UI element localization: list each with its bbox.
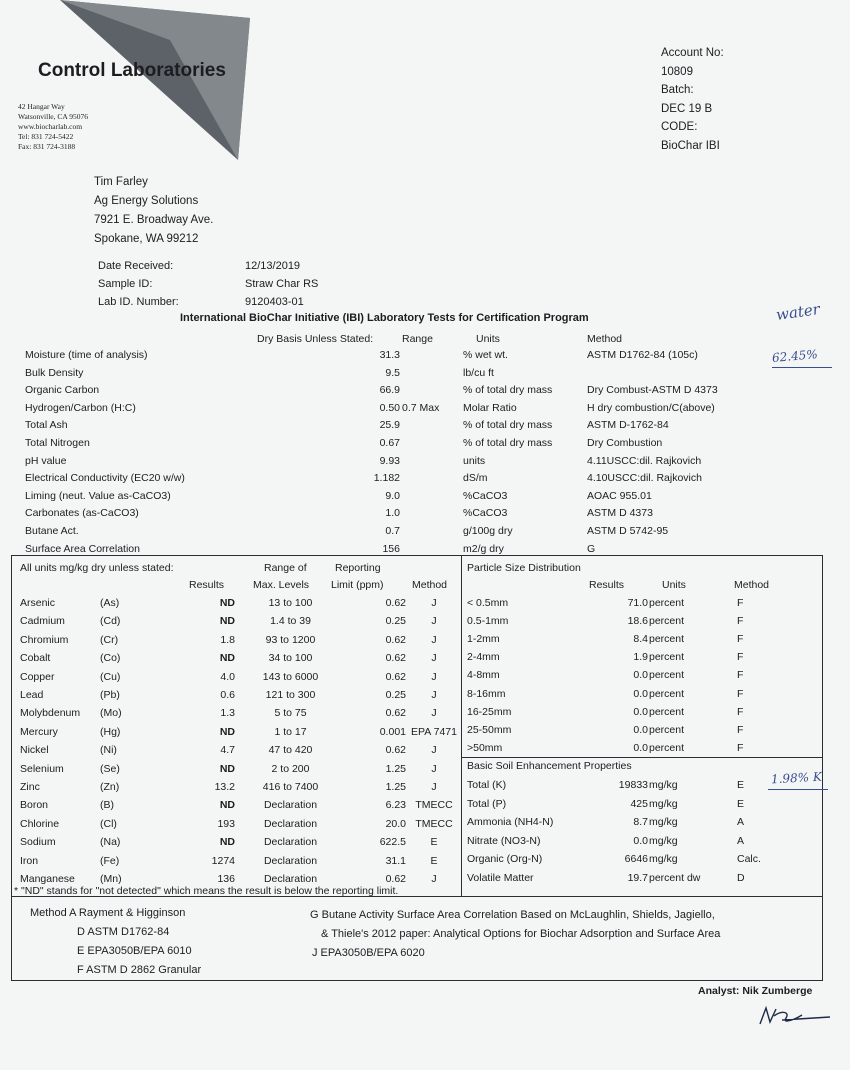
bse-unit: percent dw [649,871,701,884]
psd-row [0,669,850,687]
metal-symbol: (Cr) [100,633,119,646]
metal-result: ND [219,762,235,775]
psd-row [0,724,850,742]
metal-name: Iron [20,854,39,867]
metal-symbol: (Na) [100,836,121,849]
method-e: E EPA3050B/EPA 6010 [77,945,192,957]
psd-result: 0.0 [633,705,648,718]
report-title: International BioChar Initiative (IBI) Laboratory Tests for Certification Program [180,312,589,324]
metals-results-header: Results [189,579,225,591]
property-name: Butane Act. [25,525,79,537]
metal-range: Declaration [263,817,318,830]
metal-name: Boron [20,799,49,812]
property-row [0,402,850,420]
property-row [0,507,850,525]
metal-name: Cobalt [20,652,51,665]
bse-row [0,798,850,816]
psd-result: 0.0 [633,669,648,682]
property-unit: Molar Ratio [463,401,517,414]
metal-symbol: (As) [100,597,120,609]
psd-row [0,706,850,724]
metal-symbol: (Ni) [100,744,117,757]
property-unit: dS/m [463,472,488,485]
method-f: F ASTM D 2862 Granular [77,964,202,976]
handwritten-moisture-note: 62.45% [771,347,819,365]
metal-symbol: (Cu) [100,670,121,683]
bse-method: D [737,871,745,884]
property-method: ASTM D-1762-84 [587,419,669,432]
psd-method: F [737,633,744,646]
metal-limit: 31.1 [385,854,406,867]
bse-method: A [737,816,745,828]
handwritten-k-underline [768,789,828,790]
metal-limit: 0.62 [385,707,406,720]
bse-unit: mg/kg [649,779,678,791]
metal-symbol: (Cl) [100,817,117,830]
psd-unit: percent [649,651,685,664]
metal-name: Copper [20,670,55,683]
metals-method-header: Method [412,579,448,591]
metal-method: J [431,597,437,609]
sample-info [98,260,398,314]
code-label: CODE: [661,121,698,133]
analyst-name: Analyst: Nik Zumberge [698,985,813,997]
property-name: Total Nitrogen [25,437,90,449]
property-row [0,472,850,490]
metal-method: E [430,854,438,867]
property-row [0,490,850,508]
account-label: Account No: [661,47,724,59]
method-j: J EPA3050B/EPA 6020 [312,947,425,959]
property-name: Bulk Density [25,366,84,379]
metal-symbol: (Se) [100,762,120,775]
metal-limit: 20.0 [385,817,406,830]
psd-row [0,597,850,615]
property-method: ASTM D 5742-95 [587,525,669,537]
metal-method: J [431,744,437,757]
metal-symbol: (Cd) [100,615,121,628]
metal-name: Nickel [20,744,49,757]
metals-reporting-header1: Reporting [335,562,381,574]
property-range: 0.7 Max [402,401,440,414]
metal-name: Manganese [20,873,75,885]
metals-range-header2: Max. Levels [253,579,310,591]
metal-range: 34 to 100 [268,652,313,665]
property-method: 4.11USCC:dil. Rajkovich [587,454,702,467]
metal-method: J [431,615,437,628]
lab-name: Control Laboratories [38,60,226,81]
property-unit: % of total dry mass [463,437,553,449]
psd-size: 25-50mm [467,723,512,736]
bse-unit: mg/kg [649,853,678,865]
metal-result: 1.8 [220,633,235,646]
psd-method: F [737,705,744,718]
property-unit: g/100g dry [463,525,513,537]
property-row [0,367,850,385]
property-method: ASTM D 4373 [587,507,653,520]
metal-range: 2 to 200 [271,762,310,775]
property-name: Total Ash [25,419,68,432]
metal-result: 13.2 [214,781,235,793]
psd-unit: percent [649,669,685,682]
psd-unit: percent [649,615,685,628]
metal-result: ND [219,615,235,628]
property-name: Electrical Conductivity (EC20 w/w) [25,472,185,485]
batch-value: DEC 19 B [661,102,713,115]
bse-row [0,853,850,871]
metals-reporting-header2: Limit (ppm) [331,579,384,591]
metal-method: TMECC [415,817,453,830]
psd-result: 8.4 [633,633,648,646]
metal-range: 5 to 75 [274,707,307,720]
metal-result: 1274 [211,854,235,867]
metal-range: 13 to 100 [268,597,313,609]
property-value: 25.9 [379,419,400,432]
metal-symbol: (Pb) [100,689,120,701]
batch-label: Batch: [661,84,694,96]
property-row [0,455,850,473]
bse-result: 19833 [618,779,648,791]
account-block [661,44,724,155]
bse-result: 425 [630,797,648,810]
metal-limit: 0.25 [385,689,406,701]
property-value: 66.9 [379,384,400,397]
metal-limit: 0.62 [385,633,406,646]
property-unit: % wet wt. [463,349,508,361]
property-name: Liming (neut. Value as-CaCO3) [25,489,171,502]
metal-result: 0.6 [220,689,235,701]
psd-title: Particle Size Distribution [467,562,581,574]
date-received-label: Date Received: [98,260,174,272]
property-method: Dry Combust-ASTM D 4373 [587,384,718,397]
bse-result: 19.7 [627,871,648,884]
property-unit: %CaCO3 [463,489,508,502]
metal-range: Declaration [263,836,318,849]
nd-footnote: * "ND" stands for "not detected" which means the result is below the reporting limit. [14,885,399,897]
property-row [0,419,850,437]
metal-name: Chromium [20,633,69,646]
property-value: 0.7 [385,525,400,537]
psd-unit: percent [649,597,685,609]
psd-result: 71.0 [627,597,648,609]
property-unit: lb/cu ft [463,366,494,379]
psd-unit: percent [649,705,685,718]
metal-limit: 0.62 [385,670,406,683]
metal-name: Zinc [20,781,40,793]
metal-limit: 622.5 [379,836,406,849]
property-unit: m2/g dry [463,542,504,555]
psd-row [0,651,850,669]
psd-size: 16-25mm [467,705,512,718]
metal-name: Chlorine [20,817,60,830]
psd-size: 1-2mm [467,633,500,646]
metals-range-header1: Range of [264,562,307,574]
method-a: Method A Rayment & Higginson [30,907,186,919]
psd-method-header: Method [734,579,770,591]
metal-limit: 6.23 [385,799,406,812]
metal-method: J [431,652,437,665]
bse-method: E [737,797,745,810]
metal-name: Selenium [20,762,64,775]
metal-range: Declaration [263,873,318,885]
sample-id-value: Straw Char RS [245,278,319,290]
metal-limit: 0.62 [385,744,406,757]
lab-address: 42 Hangar Way Watsonville, CA 95076 www.biocharlab.com Tel: 831 724-5422 Fax: 831 724-3188 [18,102,89,151]
bse-name: Total (P) [467,797,507,810]
psd-result: 0.0 [633,741,648,754]
metal-name: Cadmium [20,615,65,628]
psd-size: < 0.5mm [467,597,509,609]
bse-name: Nitrate (NO3-N) [467,834,541,847]
psd-size: >50mm [467,741,503,754]
header-dry-basis: Dry Basis Unless Stated: [257,333,374,345]
header-range: Range [402,333,433,345]
metal-method: J [431,707,437,720]
handwritten-water-note: water [774,300,821,324]
psd-size: 4-8mm [467,669,500,682]
bse-title: Basic Soil Enhancement Properties [467,760,632,772]
psd-size: 2-4mm [467,651,500,664]
code-value: BioChar IBI [661,139,720,152]
metal-name: Lead [20,689,44,701]
psd-unit: percent [649,687,685,700]
property-method: G [587,542,596,555]
psd-units-header: Units [662,579,686,591]
metal-symbol: (B) [100,799,114,812]
bse-method: A [737,834,745,847]
metal-limit: 1.25 [385,781,406,793]
analyst-signature-icon [752,1000,842,1030]
metal-result: ND [219,799,235,812]
metal-result: ND [219,597,235,609]
psd-unit: percent [649,723,685,736]
property-unit: % of total dry mass [463,419,553,432]
bse-result: 0.0 [633,834,648,847]
date-received-value: 12/13/2019 [245,260,301,272]
metal-result: 193 [217,817,235,830]
metal-limit: 0.62 [385,597,406,609]
header-method: Method [587,333,623,345]
property-row [0,349,850,367]
metal-result: ND [219,652,235,665]
psd-size: 8-16mm [467,687,506,700]
property-name: Carbonates (as-CaCO3) [25,507,139,520]
bse-unit: mg/kg [649,816,678,828]
metal-range: 93 to 1200 [265,633,316,646]
psd-unit: percent [649,741,685,754]
bse-method: E [737,779,745,791]
property-row [0,437,850,455]
metal-range: Declaration [263,799,318,812]
property-value: 1.182 [373,472,400,485]
psd-method: F [737,615,744,628]
metal-limit: 0.001 [379,725,406,738]
bse-unit: mg/kg [649,834,678,847]
property-method: H dry combustion/C(above) [587,401,715,414]
metal-symbol: (Hg) [100,725,121,738]
account-number: 10809 [661,65,693,78]
metal-result: ND [219,725,235,738]
method-d: D ASTM D1762-84 [77,926,170,938]
bse-unit: mg/kg [649,797,678,810]
lab-id-value: 9120403-01 [245,296,304,308]
metal-name: Molybdenum [20,707,81,720]
metal-result: 136 [217,873,235,885]
property-method: ASTM D1762-84 (105c) [587,349,698,361]
property-row [0,384,850,402]
property-name: Moisture (time of analysis) [25,349,148,361]
bse-name: Total (K) [467,779,507,791]
metal-method: J [431,781,437,793]
metal-method: J [431,633,437,646]
metal-limit: 0.62 [385,652,406,665]
property-value: 9.93 [379,454,400,467]
bse-row [0,779,850,797]
bse-method: Calc. [737,853,761,865]
metal-result: ND [219,836,235,849]
bse-name: Ammonia (NH4-N) [467,816,554,828]
lab-id-label: Lab ID. Number: [98,296,179,308]
property-value: 9.0 [385,489,400,502]
bse-result: 8.7 [633,816,648,828]
client-address: Tim Farley Ag Energy Solutions 7921 E. Broadway Ave. Spokane, WA 99212 [94,176,214,245]
method-g: G Butane Activity Surface Area Correlation Based on McLaughlin, Shields, Jagiello, [310,909,715,921]
sample-id-label: Sample ID: [98,278,153,290]
bse-row [0,835,850,853]
psd-results-header: Results [589,579,625,591]
metal-range: 143 to 6000 [262,670,319,683]
psd-size: 0.5-1mm [467,615,509,628]
psd-row [0,615,850,633]
metal-symbol: (Mn) [100,873,122,885]
metal-result: 4.0 [220,670,235,683]
metal-method: TMECC [415,799,453,812]
property-value: 156 [382,542,400,555]
property-unit: % of total dry mass [463,384,553,397]
metal-range: 121 to 300 [265,689,316,701]
metal-symbol: (Mo) [100,707,122,720]
property-unit: %CaCO3 [463,507,508,520]
psd-result: 18.6 [627,615,648,628]
method-g-cont: & Thiele's 2012 paper: Analytical Options for Biochar Adsorption and Surface Area [321,928,721,940]
metal-result: 1.3 [220,707,235,720]
psd-result: 1.9 [633,651,648,664]
bse-row [0,816,850,834]
metal-method: E [430,836,438,849]
bse-result: 6646 [624,853,648,865]
metal-limit: 0.25 [385,615,406,628]
property-name: pH value [25,454,67,467]
psd-row [0,633,850,651]
bse-name: Organic (Org-N) [467,853,543,865]
property-value: 31.3 [379,349,400,361]
metal-range: 47 to 420 [268,744,313,757]
metal-symbol: (Co) [100,652,121,665]
metal-method: EPA 7471 [411,725,457,738]
metal-name: Mercury [20,725,58,738]
property-unit: units [463,454,486,467]
property-method: 4.10USCC:dil. Rajkovich [587,472,702,485]
property-name: Hydrogen/Carbon (H:C) [25,401,136,414]
metal-limit: 0.62 [385,873,406,885]
psd-unit: percent [649,633,685,646]
metal-range: 1 to 17 [274,725,307,738]
psd-method: F [737,597,744,609]
property-name: Organic Carbon [25,384,100,397]
property-method: Dry Combustion [587,437,663,449]
metal-method: J [431,670,437,683]
psd-method: F [737,651,744,664]
metal-result: 4.7 [220,744,235,757]
metal-range: 1.4 to 39 [270,615,311,628]
metal-name: Arsenic [20,597,56,609]
property-value: 0.50 [379,401,400,414]
psd-result: 0.0 [633,723,648,736]
metal-method: J [431,762,437,775]
handwritten-k-note: 1.98% K [770,769,823,787]
metal-name: Sodium [20,836,56,849]
metal-method: J [431,873,437,885]
metal-method: J [431,689,437,701]
psd-row [0,688,850,706]
property-value: 1.0 [385,507,400,520]
metal-symbol: (Fe) [100,854,120,867]
psd-method: F [737,669,744,682]
bse-name: Volatile Matter [467,871,534,884]
property-name: Surface Area Correlation [25,542,140,555]
property-value: 0.67 [379,437,400,449]
metal-range: Declaration [263,854,318,867]
psd-method: F [737,741,744,754]
property-method: AOAC 955.01 [587,489,652,502]
property-value: 9.5 [385,366,400,379]
psd-method: F [737,723,744,736]
metal-range: 416 to 7400 [262,781,319,793]
psd-row [0,742,850,760]
property-row [0,525,850,543]
metal-symbol: (Zn) [100,781,120,793]
metal-limit: 1.25 [385,762,406,775]
header-units: Units [476,333,500,345]
metals-units-note: All units mg/kg dry unless stated: [20,562,174,574]
psd-method: F [737,687,744,700]
psd-result: 0.0 [633,687,648,700]
